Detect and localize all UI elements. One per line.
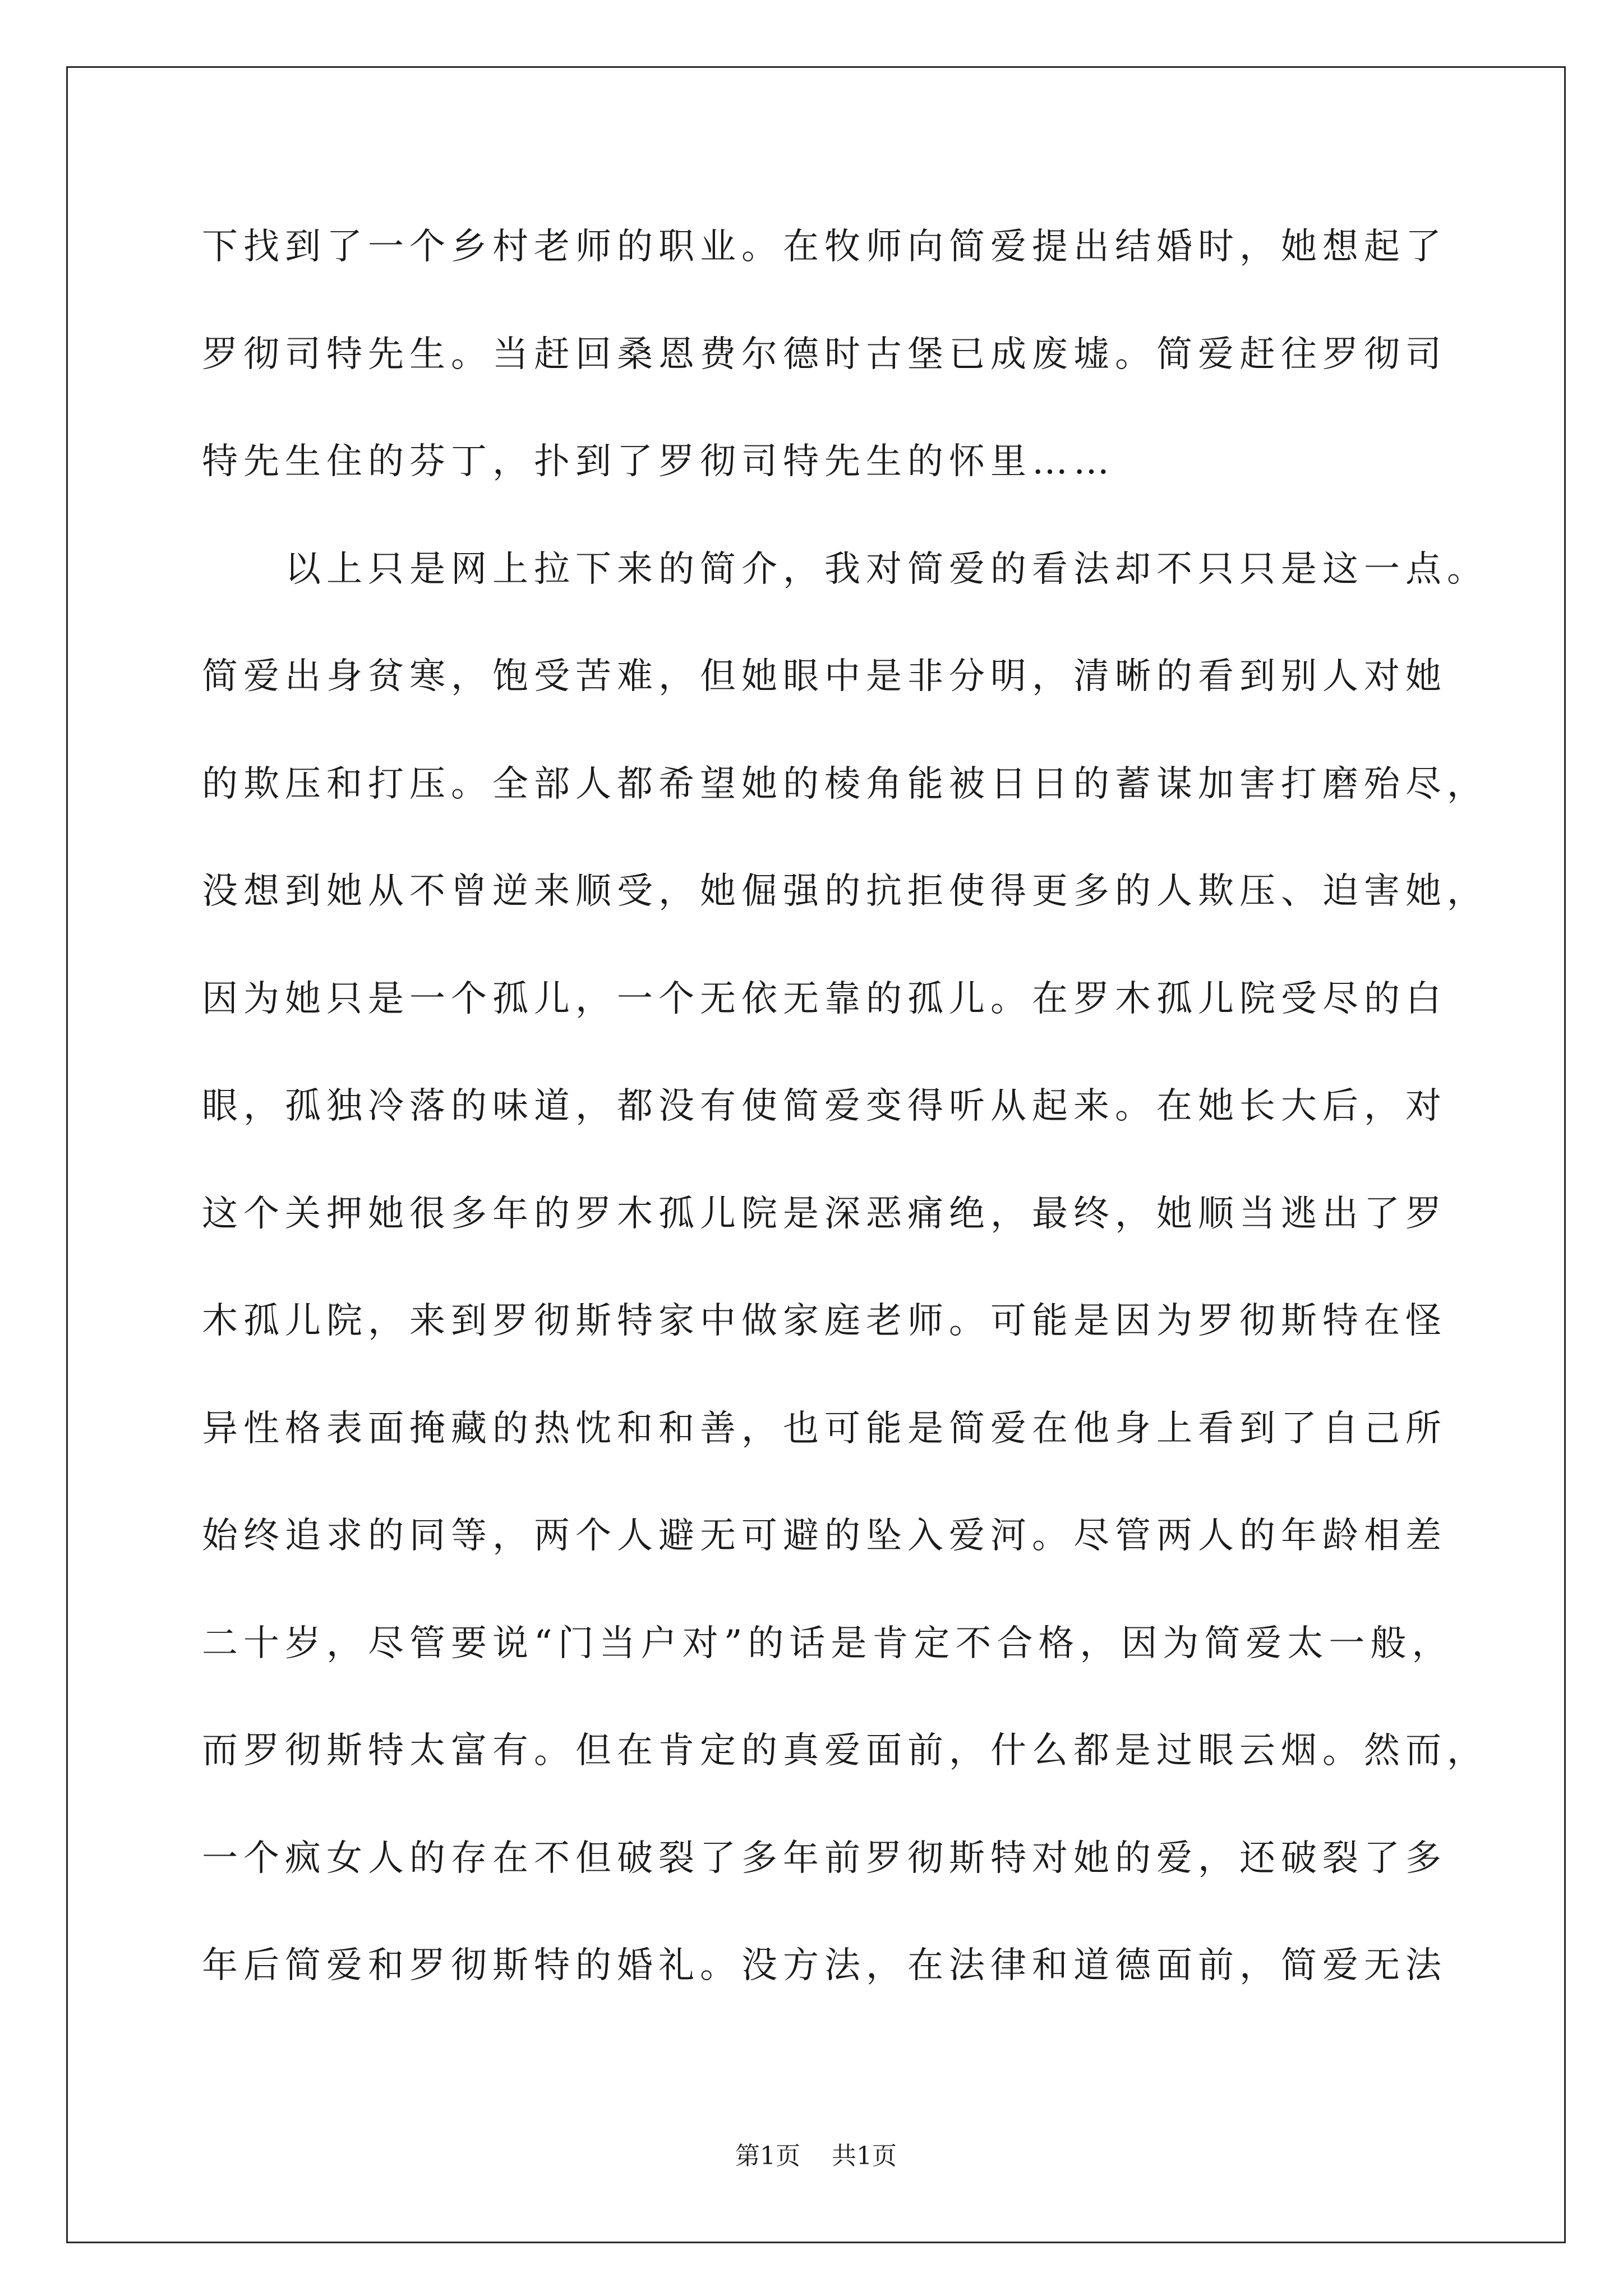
text-line: 始终追求的同等，两个人避无可避的坠入爱河。尽管两人的年龄相差 — [202, 1515, 1447, 1557]
text-line: 异性格表面掩藏的热忱和和善，也可能是简爱在他身上看到了自己所 — [202, 1407, 1447, 1450]
text-line: 这个关押她很多年的罗木孤儿院是深恶痛绝，最终，她顺当逃出了罗 — [202, 1193, 1447, 1235]
text-line: 没想到她从不曾逆来顺受，她倔强的抗拒使得更多的人欺压、迫害她， — [202, 871, 1488, 912]
page-number: 第1页 — [735, 2142, 800, 2170]
text-line: 而罗彻斯特太富有。但在肯定的真爱面前，什么都是过眼云烟。然而， — [202, 1730, 1488, 1772]
page-total: 共1页 — [832, 2142, 897, 2170]
text-line: 眼，孤独冷落的味道，都没有使简爱变得听从起来。在她长大后，对 — [202, 1085, 1447, 1127]
paragraph — [202, 516, 1548, 2020]
text-line: 特先生住的芬丁，扑到了罗彻司特先生的怀里…… — [202, 441, 1115, 482]
text-line: 简爱出身贫寒，饱受苦难，但她眼中是非分明，清晰的看到别人对她 — [202, 656, 1447, 697]
text-line: 一个疯女人的存在不但破裂了多年前罗彻斯特对她的爱，还破裂了多 — [202, 1837, 1447, 1879]
paragraph — [202, 194, 1548, 516]
text-line: 下找到了一个乡村老师的职业。在牧师向简爱提出结婚时，她想起了 — [202, 226, 1447, 268]
text-line: 二十岁，尽管要说“门当户对”的话是肯定不合格，因为简爱太一般， — [202, 1622, 1454, 1664]
page-footer — [66, 2141, 1566, 2172]
text-line: 年后简爱和罗彻斯特的婚礼。没方法，在法律和道德面前，简爱无法 — [202, 1945, 1447, 1986]
text-line: 以上只是网上拉下来的简介，我对简爱的看法却不只只是这一点。 — [285, 548, 1488, 590]
body-text — [202, 194, 1548, 2020]
text-line: 因为她只是一个孤儿，一个无依无靠的孤儿。在罗木孤儿院受尽的白 — [202, 978, 1447, 1020]
text-line: 罗彻司特先生。当赶回桑恩费尔德时古堡已成废墟。简爱赶往罗彻司 — [202, 333, 1447, 375]
text-line: 木孤儿院，来到罗彻斯特家中做家庭老师。可能是因为罗彻斯特在怪 — [202, 1300, 1447, 1342]
text-line: 的欺压和打压。全部人都希望她的棱角能被日日的蓄谋加害打磨殆尽， — [202, 763, 1488, 805]
